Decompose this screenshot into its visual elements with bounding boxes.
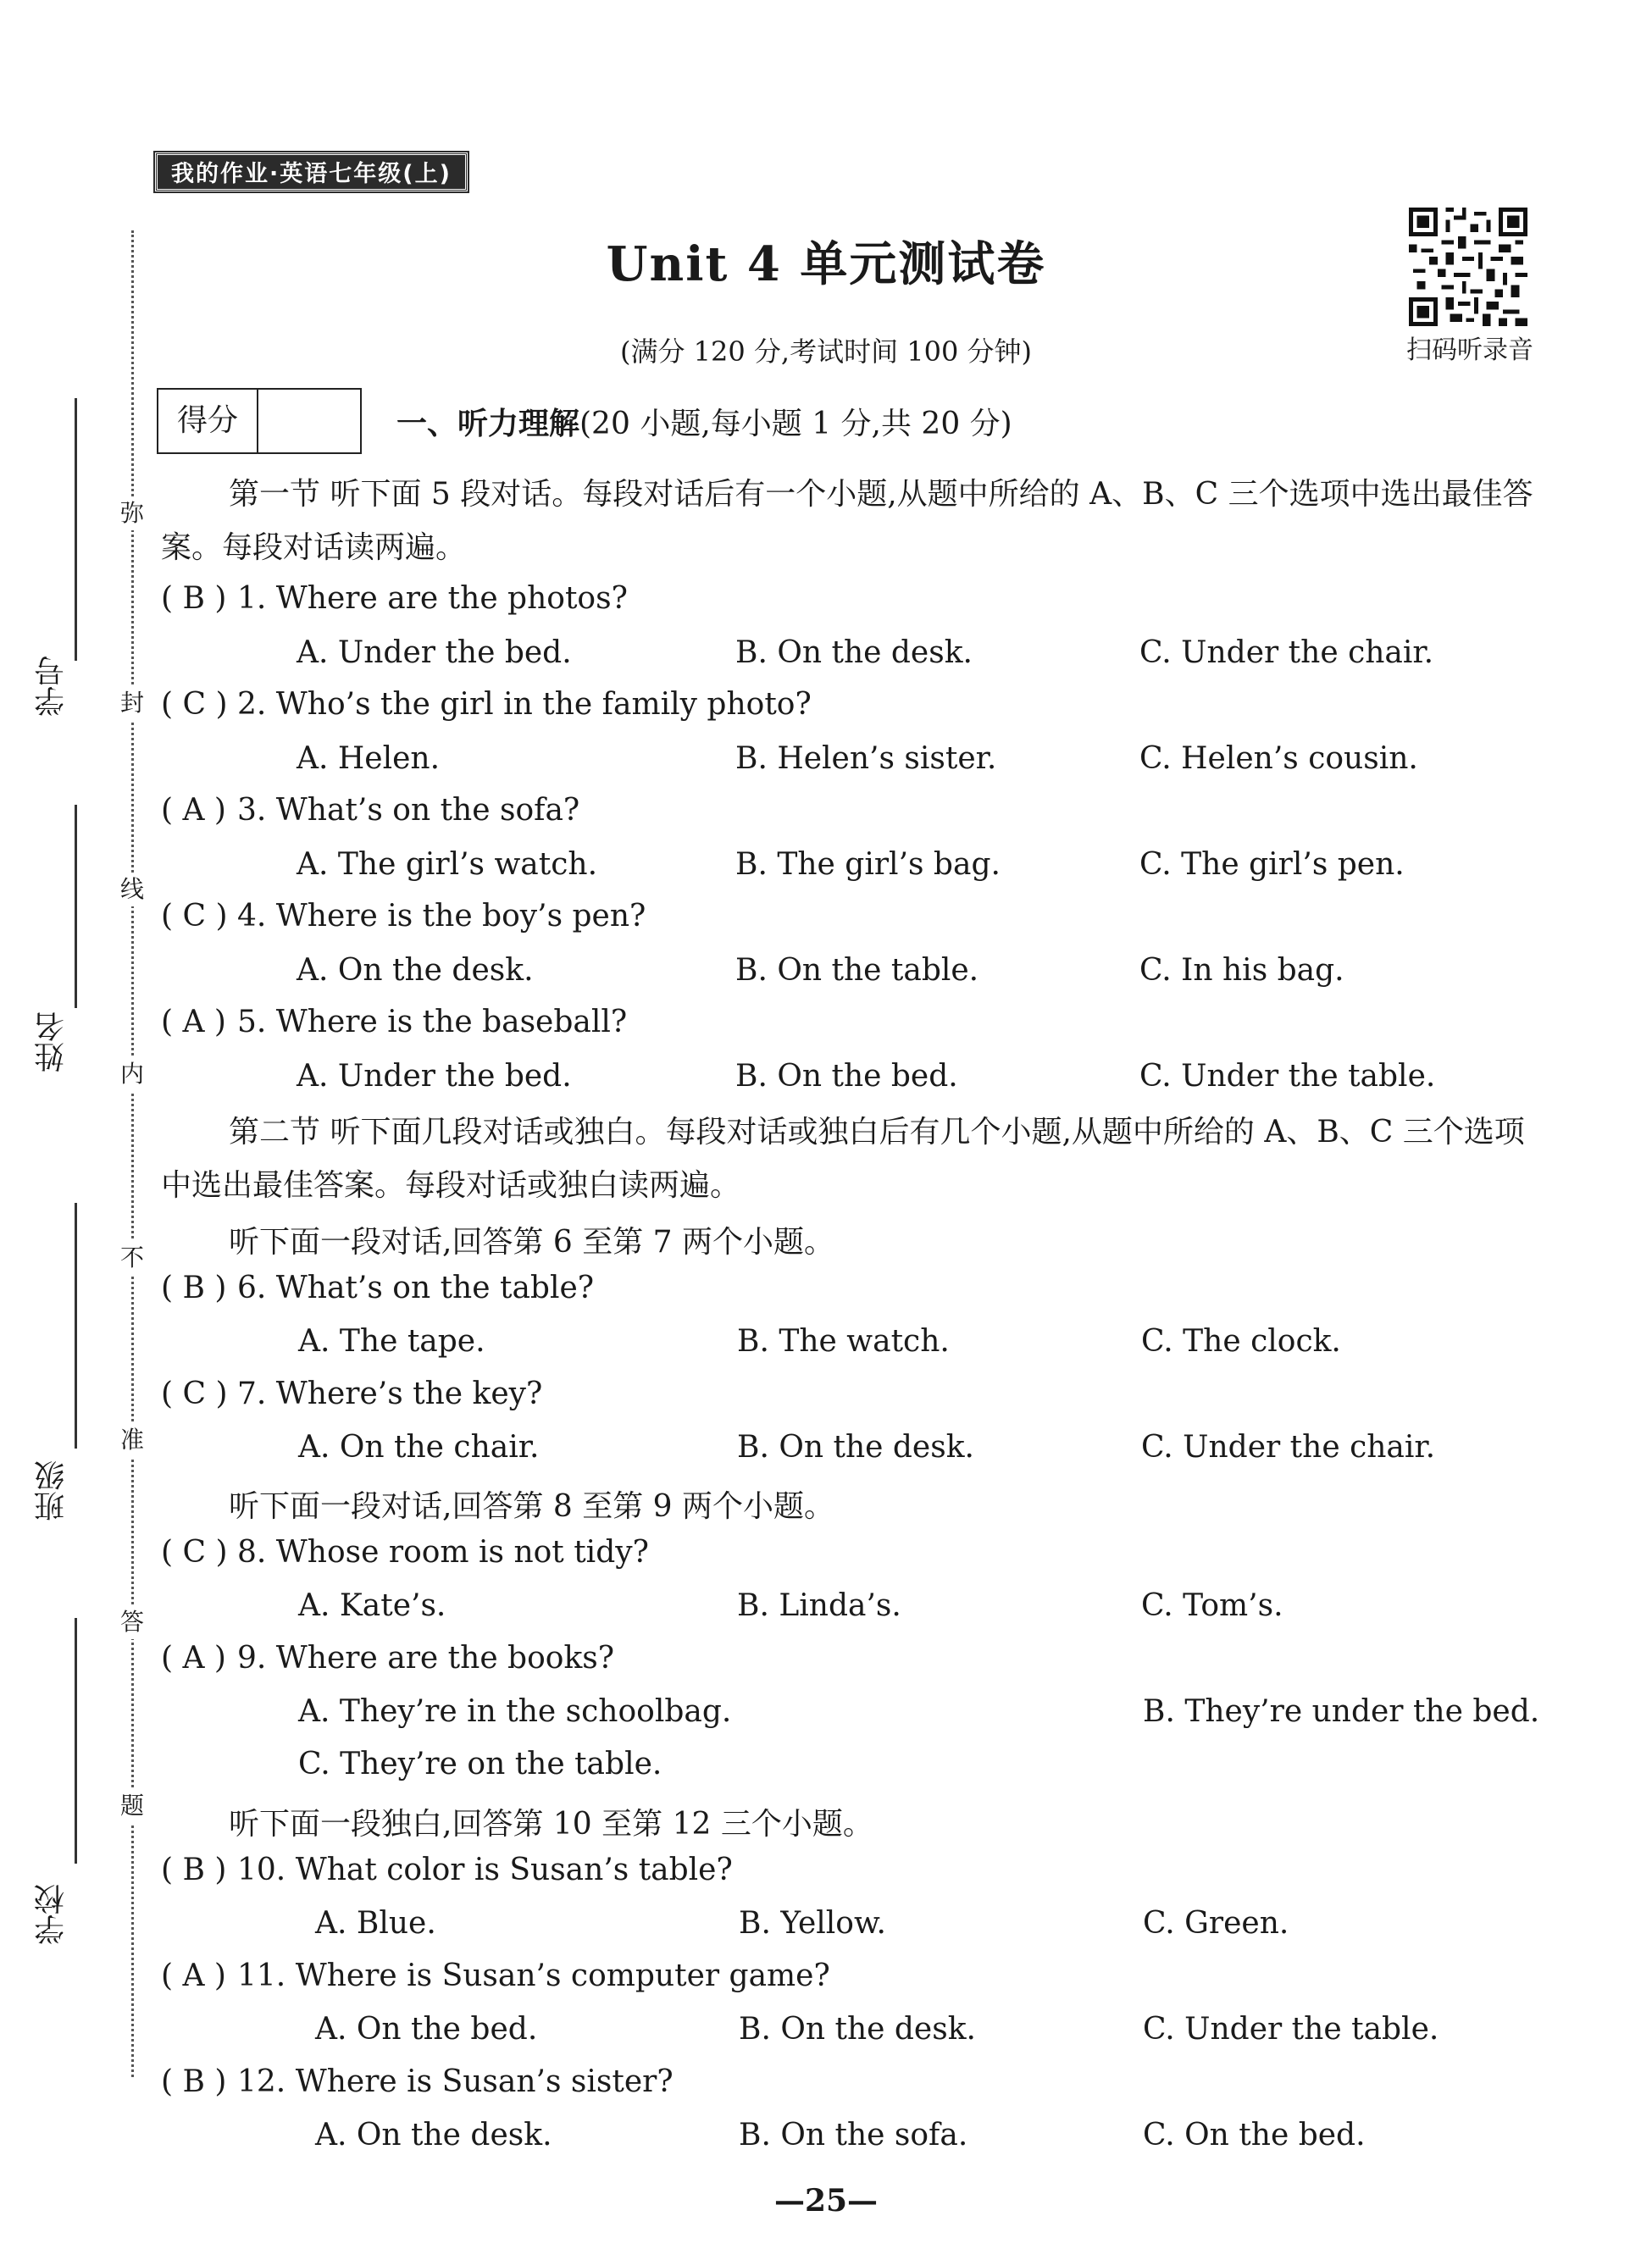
seal-char: 线 xyxy=(115,873,149,906)
question-8: ( C ) 8. Whose room is not tidy? xyxy=(161,1535,649,1570)
option-a: A. Kate’s. xyxy=(298,1588,446,1623)
option-c: C. They’re on the table. xyxy=(298,1747,662,1781)
dialogue-intro: 听下面一段对话,回答第 8 至第 9 两个小题。 xyxy=(229,1489,835,1524)
option-c: C. Under the table. xyxy=(1139,1059,1436,1094)
option-b: B. On the desk. xyxy=(737,1430,974,1465)
question-9: ( A ) 9. Where are the books? xyxy=(161,1641,615,1676)
option-b: B. Yellow. xyxy=(739,1906,886,1941)
question-3: ( A ) 3. What’s on the sofa? xyxy=(161,793,580,828)
exam-info: (满分 120 分,考试时间 100 分钟) xyxy=(620,335,1032,368)
option-a: A. They’re in the schoolbag. xyxy=(298,1694,732,1729)
option-a: A. The girl’s watch. xyxy=(297,847,598,882)
option-a: A. Blue. xyxy=(315,1906,436,1941)
seal-char: 准 xyxy=(115,1423,149,1457)
option-a: A. On the desk. xyxy=(315,2118,552,2152)
page-title: Unit 4 单元测试卷 xyxy=(606,236,1046,292)
option-a: A. Helen. xyxy=(297,741,441,776)
page-number: —25— xyxy=(773,2183,879,2219)
section-heading: 一、听力理解(20 小题,每小题 1 分,共 20 分) xyxy=(396,406,1012,441)
option-c: C. In his bag. xyxy=(1139,953,1344,988)
option-a: A. On the chair. xyxy=(298,1430,540,1465)
question-10: ( B ) 10. What color is Susan’s table? xyxy=(161,1853,733,1887)
option-b: B. On the desk. xyxy=(739,2012,976,2047)
option-a: A. On the bed. xyxy=(315,2012,538,2047)
option-c: C. Under the table. xyxy=(1143,2012,1439,2047)
part2-intro: 第二节 听下面几段对话或独白。每段对话或独白后有几个小题,从题中所给的 A、B、C 三个选项中选出最佳答案。每段对话或独白读两遍。 xyxy=(161,1115,1525,1203)
seal-char: 弥 xyxy=(115,496,149,530)
option-c: C. Green. xyxy=(1143,1906,1289,1941)
question-2: ( C ) 2. Who’s the girl in the family photo? xyxy=(161,687,812,722)
seal-char: 内 xyxy=(115,1057,149,1091)
question-1: ( B ) 1. Where are the photos? xyxy=(161,581,628,616)
option-b: B. The girl’s bag. xyxy=(735,847,1001,882)
seal-char: 题 xyxy=(115,1789,149,1823)
option-c: C. Tom’s. xyxy=(1141,1588,1283,1623)
qr-label: 扫码听录音 xyxy=(1406,335,1533,365)
seal-char: 答 xyxy=(115,1605,149,1639)
option-b: B. On the bed. xyxy=(735,1059,958,1094)
option-a: A. The tape. xyxy=(298,1324,485,1359)
option-c: C. The girl’s pen. xyxy=(1139,847,1405,882)
dialogue-intro: 听下面一段对话,回答第 6 至第 7 两个小题。 xyxy=(229,1225,835,1260)
option-b: B. On the table. xyxy=(735,953,979,988)
monologue-intro: 听下面一段独白,回答第 10 至第 12 三个小题。 xyxy=(229,1807,873,1842)
question-11: ( A ) 11. Where is Susan’s computer game? xyxy=(161,1959,830,1993)
option-b: B. Linda’s. xyxy=(737,1588,901,1623)
option-b: B. On the desk. xyxy=(735,635,973,670)
option-a: A. Under the bed. xyxy=(297,635,572,670)
qr-code-icon[interactable] xyxy=(1409,208,1527,326)
option-a: A. On the desk. xyxy=(297,953,534,988)
option-c: C. Helen’s cousin. xyxy=(1139,741,1418,776)
part1-intro: 第一节 听下面 5 段对话。每段对话后有一个小题,从题中所给的 A、B、C 三个选项中选出最佳答案。每段对话读两遍。 xyxy=(161,477,1533,565)
book-header-tag: 我的作业·英语七年级(上) xyxy=(155,152,468,191)
score-label: 得分 xyxy=(158,390,258,452)
question-6: ( B ) 6. What’s on the table? xyxy=(161,1271,595,1305)
option-c: C. Under the chair. xyxy=(1141,1430,1436,1465)
seal-char: 不 xyxy=(115,1241,149,1275)
score-input[interactable] xyxy=(258,390,360,452)
option-a: A. Under the bed. xyxy=(297,1059,572,1094)
option-b: B. The watch. xyxy=(737,1324,950,1359)
option-b: B. On the sofa. xyxy=(739,2118,968,2152)
question-4: ( C ) 4. Where is the boy’s pen? xyxy=(161,899,646,934)
option-c: C. On the bed. xyxy=(1143,2118,1366,2152)
question-7: ( C ) 7. Where’s the key? xyxy=(161,1377,543,1411)
option-b: B. They’re under the bed. xyxy=(1143,1694,1540,1729)
question-12: ( B ) 12. Where is Susan’s sister? xyxy=(161,2064,674,2099)
option-b: B. Helen’s sister. xyxy=(735,741,997,776)
seal-char: 封 xyxy=(115,686,149,720)
option-c: C. Under the chair. xyxy=(1139,635,1434,670)
question-5: ( A ) 5. Where is the baseball? xyxy=(161,1005,628,1039)
option-c: C. The clock. xyxy=(1141,1324,1341,1359)
score-box[interactable] xyxy=(157,388,362,454)
